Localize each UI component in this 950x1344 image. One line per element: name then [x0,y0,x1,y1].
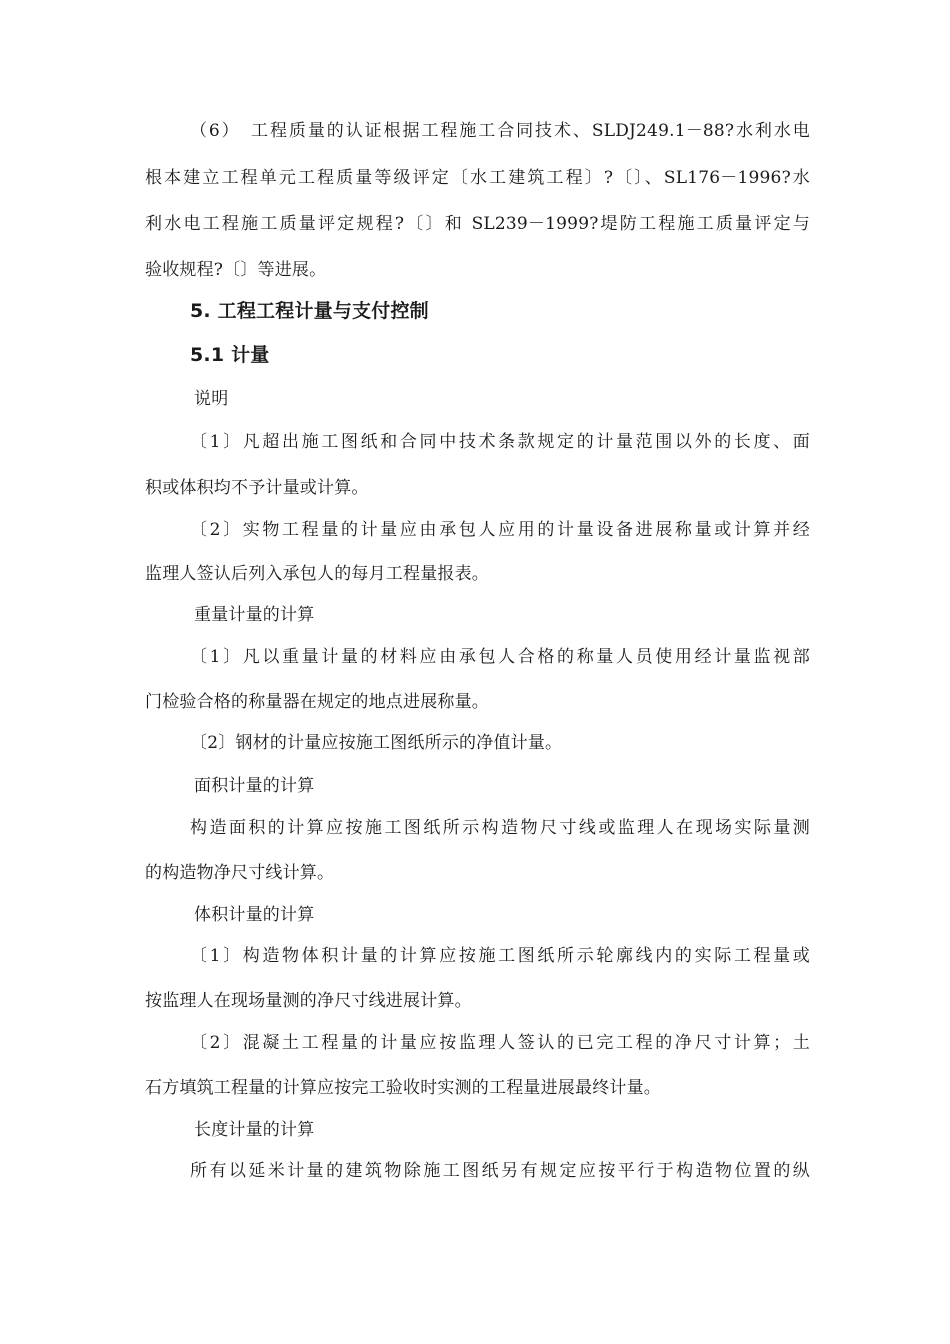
item-heading: 面积计量的计算 [194,776,315,796]
text-line: 的构造物净尺寸线计算。 [145,863,335,883]
text-line: 〔1〕凡以重量计量的材料应由承包人合格的称量人员使用经计量监视部 [190,647,810,667]
text-line: 门检验合格的称量器在规定的地点进展称量。 [145,692,489,712]
item-heading: 说明 [194,389,229,409]
text-line: 〔1〕凡超出施工图纸和合同中技术条款规定的计量范围以外的长度、面 [190,432,810,452]
text-line: 验收规程?〔〕等进展。 [145,260,327,280]
text-line: 所有以延米计量的建筑物除施工图纸另有规定应按平行于构造物位置的纵 [190,1161,810,1181]
item-heading: 重量计量的计算 [194,605,315,625]
subsection-heading: 5.1 计量 [190,344,270,366]
text-line: 根本建立工程单元工程质量等级评定〔水工建筑工程〕?〔〕、SL176－1996?水 [145,168,810,188]
text-line: 构造面积的计算应按施工图纸所示构造物尺寸线或监理人在现场实际量测 [190,818,810,838]
text-line: 石方填筑工程量的计算应按完工验收时实测的工程量进展最终计量。 [145,1078,661,1098]
text-line: 〔2〕实物工程量的计量应由承包人应用的计量设备进展称量或计算并经 [190,520,810,540]
text-line: 监理人签认后列入承包人的每月工程量报表。 [145,564,489,584]
text-line: 利水电工程施工质量评定规程?〔〕和 SL239－1999?堤防工程施工质量评定与 [145,214,810,234]
item-heading: 体积计量的计算 [194,905,315,925]
text-line: 〔2〕混凝土工程量的计量应按监理人签认的已完工程的净尺寸计算；土 [190,1033,810,1053]
section-heading: 5. 工程工程计量与支付控制 [190,300,429,322]
text-line: 〔1〕构造物体积计量的计算应按施工图纸所示轮廓线内的实际工程量或 [190,946,810,966]
text-line: 按监理人在现场量测的净尺寸线进展计算。 [145,991,472,1011]
item-heading: 长度计量的计算 [194,1120,315,1140]
text-line: 〔2〕钢材的计量应按施工图纸所示的净值计量。 [190,733,563,753]
text-line: （6） 工程质量的认证根据工程施工合同技术、SLDJ249.1－88?水利水电 [190,121,810,141]
text-line: 积或体积均不予计量或计算。 [145,478,369,498]
